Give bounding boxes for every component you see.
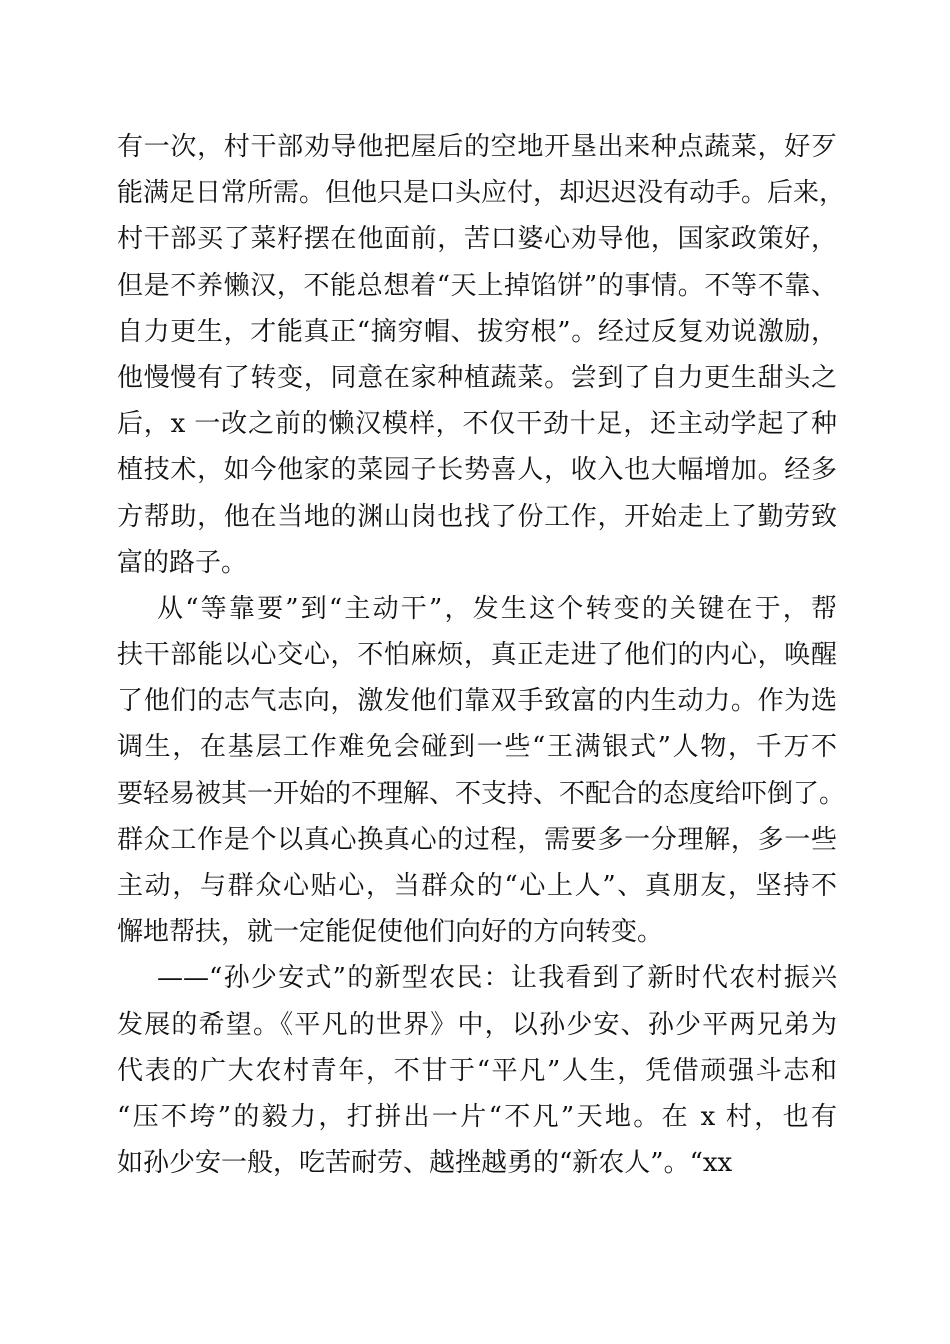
- text-line: 从“等靠要”到“主动干”，发生这个转变的关键在于，帮: [157, 593, 837, 624]
- text-line: 群众工作是个以真心换真心的过程，需要多一分理解，多一些: [117, 824, 837, 855]
- text-line: 代表的广大农村青年，不甘于“平凡”人生，凭借顽强斗志和: [117, 1055, 837, 1086]
- document-body: [117, 124, 846, 1186]
- text-line: “压不垮”的毅力，打拼出一片“不凡”天地。在 x 村，也有: [117, 1101, 837, 1132]
- text-line: 扶干部能以心交心，不怕麻烦，真正走进了他们的内心，唤醒: [117, 640, 837, 671]
- paragraph-3: [117, 955, 837, 1186]
- text-line: 植技术，如今他家的菜园子长势喜人，收入也大幅增加。经多: [117, 455, 837, 486]
- text-line: 如孙少安一般，吃苦耐劳、越挫越勇的“新农人”。“xx: [117, 1148, 733, 1179]
- text-line: 要轻易被其一开始的不理解、不支持、不配合的态度给吓倒了。: [117, 778, 846, 809]
- text-line: 主动，与群众心贴心，当群众的“心上人”、真朋友，坚持不: [117, 871, 837, 901]
- text-line: 自力更生，才能真正“摘穷帽、拔穷根”。经过反复劝说激励，: [117, 316, 837, 347]
- text-line: 方帮助，他在当地的渊山岗也找了份工作，开始走上了勤劳致: [117, 501, 837, 532]
- text-line: 有一次，村干部劝导他把屋后的空地开垦出来种点蔬菜，好歹: [117, 132, 837, 162]
- text-line: 富的路子。: [117, 547, 248, 578]
- text-line: 懈地帮扶，就一定能促使他们向好的方向转变。: [117, 917, 664, 948]
- text-line: 能满足日常所需。但他只是口头应付，却迟迟没有动手。后来，: [117, 178, 846, 209]
- text-line: 后，x 一改之前的懒汉模样，不仅干劲十足，还主动学起了种: [117, 409, 837, 440]
- paragraph-2: [117, 586, 846, 956]
- text-line: 他慢慢有了转变，同意在家种植蔬菜。尝到了自力更生甜头之: [117, 362, 837, 393]
- text-line: 调生，在基层工作难免会碰到一些“王满银式”人物，千万不: [117, 732, 837, 763]
- text-line: 村干部买了菜籽摆在他面前，苦口婆心劝导他，国家政策好，: [117, 224, 837, 255]
- text-line: 了他们的志气志向，激发他们靠双手致富的内生动力。作为选: [117, 686, 837, 717]
- text-line: ——“孙少安式”的新型农民：让我看到了新时代农村振兴: [157, 963, 837, 994]
- text-line: 发展的希望。《平凡的世界》中，以孙少安、孙少平两兄弟为: [117, 1009, 837, 1040]
- paragraph-1: [117, 124, 846, 586]
- text-line: 但是不养懒汉，不能总想着“天上掉馅饼”的事情。不等不靠、: [117, 270, 837, 301]
